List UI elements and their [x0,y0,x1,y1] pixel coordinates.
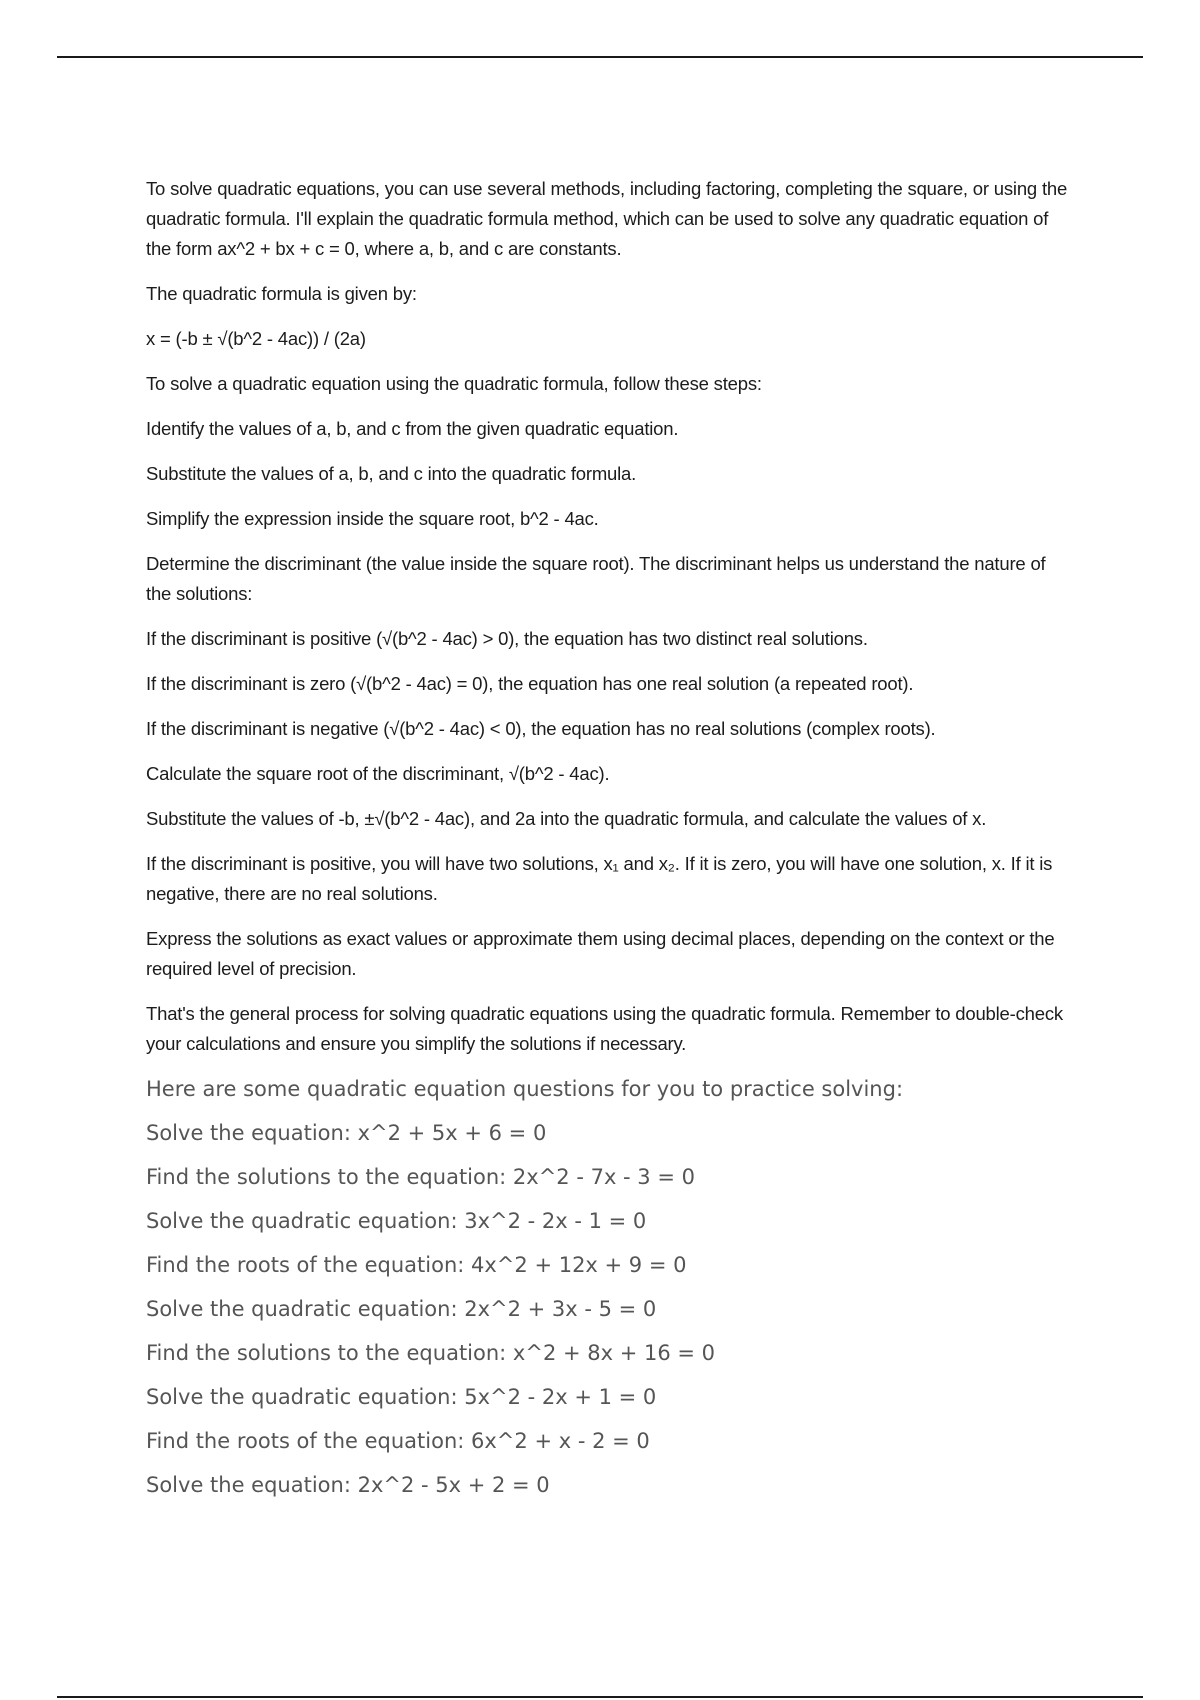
step-simplify: Simplify the expression inside the square root, b^2 - 4ac. [146,508,599,529]
practice-question: Solve the equation: x^2 + 5x + 6 = 0 [146,1121,547,1145]
intro-paragraph: To solve quadratic equations, you can use several methods, including factoring, completing the square, or using the quadratic formula. I'll explain the quadratic formula method, which can be used to solve any quadratic equation of the form ax^2 + bx + c = 0, where a, b, and c are constants. [146,178,1068,259]
case-zero: If the discriminant is zero (√(b^2 - 4ac) = 0), the equation has one real solution (a repeated root). [146,673,914,694]
step-calculate: Substitute the values of -b, ±√(b^2 - 4ac), and 2a into the quadratic formula, and calculate the values of x. [146,808,987,829]
practice-question: Solve the quadratic equation: 2x^2 + 3x - 5 = 0 [146,1297,657,1321]
practice-section [146,1074,1071,1500]
step-identify: Identify the values of a, b, and c from the given quadratic equation. [146,418,679,439]
practice-question: Find the solutions to the equation: x^2 + 8x + 16 = 0 [146,1341,716,1365]
quadratic-formula: x = (-b ± √(b^2 - 4ac)) / (2a) [146,328,366,349]
practice-question: Find the solutions to the equation: 2x^2 - 7x - 3 = 0 [146,1165,695,1189]
step-substitute: Substitute the values of a, b, and c into the quadratic formula. [146,463,637,484]
practice-question: Find the roots of the equation: 6x^2 + x - 2 = 0 [146,1429,650,1453]
formula-heading: The quadratic formula is given by: [146,283,417,304]
document-body [146,174,1071,1514]
footer-rule [57,1696,1143,1698]
step-square-root: Calculate the square root of the discriminant, √(b^2 - 4ac). [146,763,610,784]
summary-paragraph: That's the general process for solving quadratic equations using the quadratic formula. Remember to double-check your calculations and ensure you simplify the solutions if necessary. [146,1003,1063,1054]
case-negative: If the discriminant is negative (√(b^2 - 4ac) < 0), the equation has no real solutions (complex roots). [146,718,936,739]
practice-question: Find the roots of the equation: 4x^2 + 12x + 9 = 0 [146,1253,687,1277]
step-discriminant: Determine the discriminant (the value inside the square root). The discriminant helps us understand the nature of the solutions: [146,553,1046,604]
practice-question: Solve the quadratic equation: 5x^2 - 2x + 1 = 0 [146,1385,657,1409]
header-rule [57,56,1143,58]
step-express: Express the solutions as exact values or approximate them using decimal places, depending on the context or the required level of precision. [146,928,1055,979]
steps-intro: To solve a quadratic equation using the quadratic formula, follow these steps: [146,373,762,394]
practice-question: Solve the quadratic equation: 3x^2 - 2x - 1 = 0 [146,1209,647,1233]
practice-intro: Here are some quadratic equation questions for you to practice solving: [146,1077,904,1101]
case-positive: If the discriminant is positive (√(b^2 - 4ac) > 0), the equation has two distinct real solutions. [146,628,868,649]
practice-question: Solve the equation: 2x^2 - 5x + 2 = 0 [146,1473,550,1497]
step-solutions: If the discriminant is positive, you will have two solutions, x₁ and x₂. If it is zero, you will have one solution, x. If it is negative, there are no real solutions. [146,853,1053,904]
